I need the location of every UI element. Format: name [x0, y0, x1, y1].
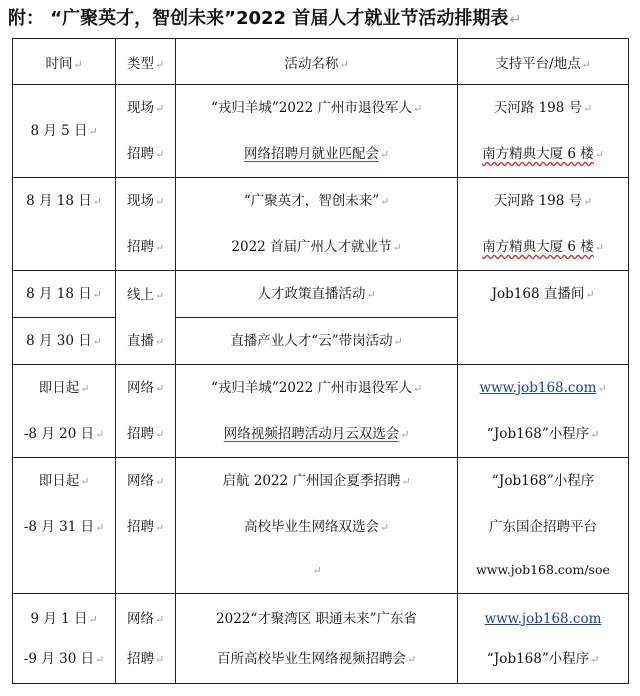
cell-type: 线上↵ 直播↵: [116, 271, 176, 365]
cell-time: 8 月 5 日↵: [13, 85, 116, 178]
cell-platform: www.job168.com “Job168”小程序↵: [458, 594, 629, 684]
cell-time: 8 月 30 日↵: [13, 318, 116, 365]
header-time: 时间↵: [13, 39, 116, 85]
cell-time: 即日起↵ -8 月 31 日↵: [13, 458, 116, 594]
cell-activity: “戎归羊城”2022 广州市退役军人↵ 网络招聘月就业匹配会↵: [176, 85, 458, 178]
cell-type: 网络↵ 招聘↵: [116, 594, 176, 684]
header-platform: 支持平台/地点↵: [458, 39, 629, 85]
cell-type: 网络↵ 招聘↵: [116, 458, 176, 594]
table-row: [13, 365, 629, 458]
header-type: 类型↵: [116, 39, 176, 85]
title-quote-close: ”: [224, 8, 236, 29]
title-quote-text: 广聚英才，智创未来: [62, 8, 225, 29]
schedule-table: [12, 38, 629, 684]
title-quote-open: “: [50, 8, 63, 29]
cell-platform: 天河路 198 号↵ 南方精典大厦 6 楼↵: [458, 85, 629, 178]
cell-platform: www.job168.com↵ “Job168”小程序↵: [458, 365, 629, 458]
cell-type: 网络↵ 招聘↵: [116, 365, 176, 458]
cell-activity: 启航 2022 广州国企夏季招聘↵ 高校毕业生网络双选会↵ ↵: [176, 458, 458, 594]
cell-activity: 人才政策直播活动↵: [176, 271, 458, 318]
cell-activity: 2022“才聚湾区 职通未来”广东省 百所高校毕业生网络视频招聘会↵: [176, 594, 458, 684]
cell-activity: “戎归羊城”2022 广州市退役军人↵ 网络视频招聘活动月云双选会↵: [176, 365, 458, 458]
table-row: [13, 458, 629, 594]
cell-time: 8 月 18 日↵: [13, 271, 116, 318]
page-title: [8, 4, 638, 34]
job168-link[interactable]: www.job168.com: [479, 380, 597, 396]
cell-time: 9 月 1 日↵ -9 月 30 日↵: [13, 594, 116, 684]
title-prefix: 附：: [8, 8, 44, 29]
cell-type: 现场↵ 招聘↵: [116, 178, 176, 271]
job168-link[interactable]: www.job168.com: [484, 610, 602, 627]
cell-time: 8 月 18 日↵: [13, 178, 116, 271]
table-row: [13, 85, 629, 178]
cell-activity: 直播产业人才“云”带岗活动↵: [176, 318, 458, 365]
cell-platform: Job168 直播间↵: [458, 271, 629, 365]
cell-time: 即日起↵ -8 月 20 日↵: [13, 365, 116, 458]
title-rest: 2022 首届人才就业节活动排期表: [235, 8, 509, 29]
table-row: [13, 271, 629, 318]
table-header-row: [13, 39, 629, 85]
paragraph-mark-icon: ↵: [509, 12, 522, 28]
table-row: [13, 594, 629, 684]
cell-type: 现场↵ 招聘↵: [116, 85, 176, 178]
cell-activity: “广聚英才，智创未来”↵ 2022 首届广州人才就业节↵: [176, 178, 458, 271]
cell-platform: 天河路 198 号↵ 南方精典大厦 6 楼↵: [458, 178, 629, 271]
cell-platform: “Job168”小程序 广东国企招聘平台 www.job168.com/soe: [458, 458, 629, 594]
table-row: [13, 178, 629, 271]
header-name: 活动名称↵: [176, 39, 458, 85]
